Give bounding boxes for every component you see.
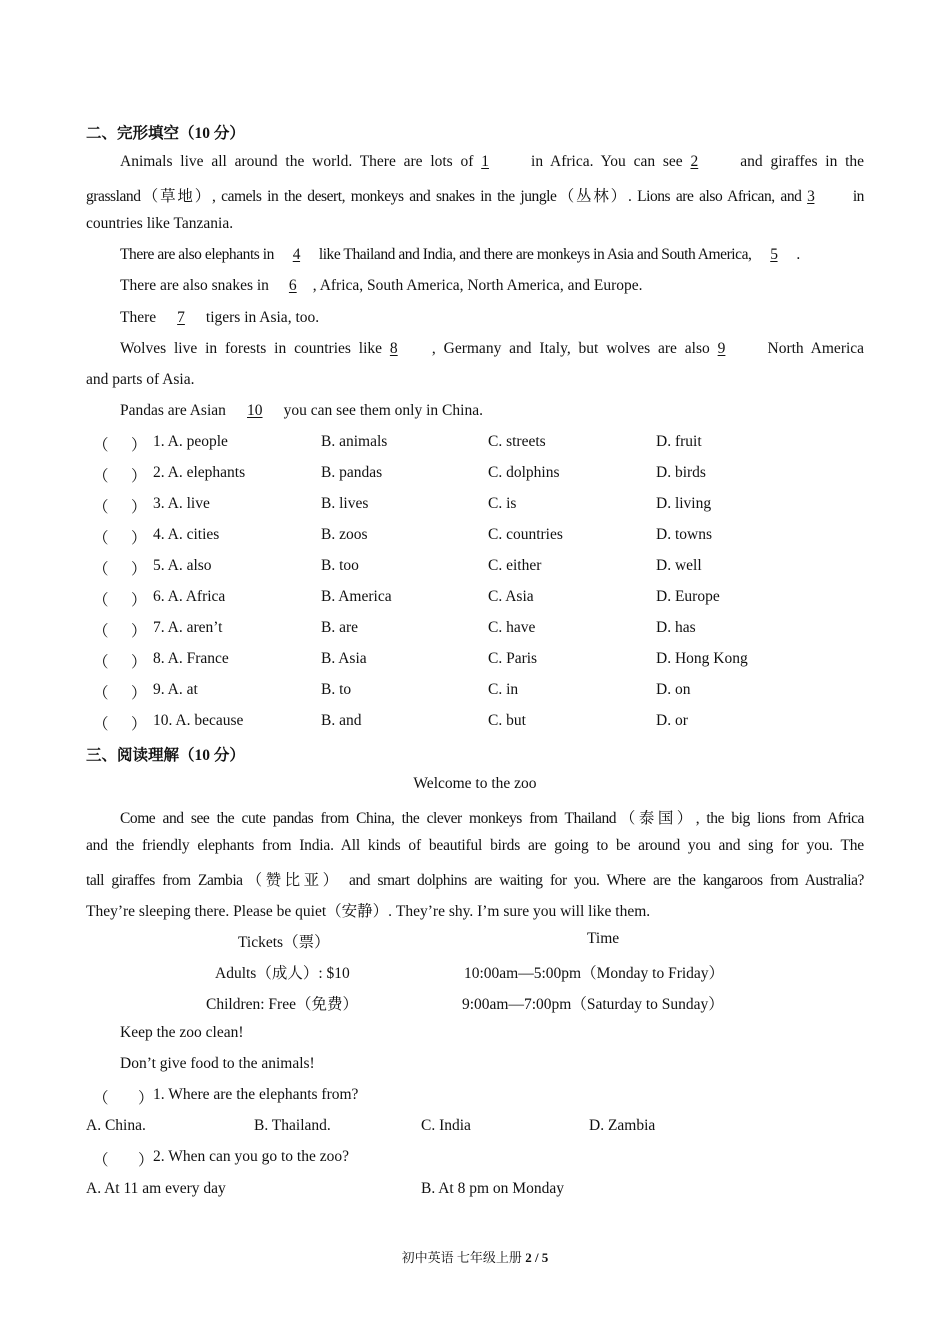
cloze-question-row	[86, 464, 886, 484]
option-b: B. At 8 pm on Monday	[421, 1180, 564, 1197]
reading-heading: 三、阅读理解（10 分）	[86, 747, 245, 764]
adults-price: Adults（成人）: $10	[215, 965, 350, 982]
option-a: 7. A. aren’t	[153, 619, 223, 636]
option-a: 2. A. elephants	[153, 464, 246, 481]
option-c: C. in	[488, 681, 519, 698]
cloze-question-row	[86, 681, 886, 701]
text: like Thailand and India, and there are monkeys in Asia and South America,	[318, 246, 752, 263]
answer-paren-open[interactable]: （	[93, 1090, 109, 1107]
answer-paren-open[interactable]: （	[93, 1152, 109, 1169]
option-d: D. Zambia	[589, 1117, 656, 1134]
answer-paren-open[interactable]: （	[93, 716, 109, 733]
blank-9: 9	[717, 340, 726, 357]
option-b: B. are	[321, 619, 359, 636]
text: you can see them only in China.	[283, 402, 483, 419]
option-d: D. has	[656, 619, 696, 636]
answer-paren-open[interactable]: （	[93, 685, 109, 702]
answer-paren-close: ）	[131, 592, 147, 609]
reading-line-3: tall giraffes from Zambia（赞比亚） and smart dolphins are waiting for you. Where are the kangaroos from Australia?	[86, 872, 864, 889]
time-header: Time	[587, 930, 620, 947]
blank-3: 3	[807, 188, 815, 205]
answer-paren-close: ）	[131, 468, 147, 485]
text: tigers in Asia, too.	[205, 309, 320, 326]
answer-paren-close: ）	[131, 623, 147, 640]
cloze-question-row	[86, 619, 886, 639]
answer-paren-open[interactable]: （	[93, 654, 109, 671]
answer-paren-close: ）	[131, 437, 147, 454]
answer-paren-close: ）	[131, 530, 147, 547]
cloze-question-row	[86, 650, 886, 670]
question-text: 2. When can you go to the zoo?	[153, 1148, 349, 1165]
cloze-p1-line1	[120, 153, 864, 171]
option-a: 3. A. live	[153, 495, 210, 512]
option-c: C. dolphins	[488, 464, 560, 481]
children-price: Children: Free（免费）	[206, 996, 358, 1013]
option-c: C. Paris	[488, 650, 538, 667]
option-a: 5. A. also	[153, 557, 212, 574]
cloze-question-row	[86, 526, 886, 546]
option-b: B. too	[321, 557, 359, 574]
reading-question-2	[86, 1148, 886, 1168]
cloze-question-row	[86, 557, 886, 577]
option-d: D. well	[656, 557, 702, 574]
option-c: C. India	[421, 1117, 471, 1134]
page-number: 2 / 5	[525, 1250, 549, 1265]
cloze-question-row	[86, 712, 886, 732]
option-d: D. fruit	[656, 433, 702, 450]
option-b: B. pandas	[321, 464, 383, 481]
answer-paren-close: ）	[131, 654, 147, 671]
option-a: 4. A. cities	[153, 526, 220, 543]
option-a: A. At 11 am every day	[86, 1180, 226, 1197]
option-d: D. towns	[656, 526, 712, 543]
option-a: 8. A. France	[153, 650, 229, 667]
option-c: C. Asia	[488, 588, 534, 605]
tickets-header: Tickets（票）	[238, 934, 330, 951]
option-c: C. is	[488, 495, 517, 512]
option-b: B. Asia	[321, 650, 367, 667]
option-d: D. Europe	[656, 588, 720, 605]
blank-4: 4	[292, 246, 301, 263]
cloze-p6	[120, 402, 483, 420]
children-time: 9:00am—7:00pm（Saturday to Sunday）	[462, 996, 724, 1013]
question-text: 1. Where are the elephants from?	[153, 1086, 359, 1103]
reading-q2-options	[86, 1180, 886, 1200]
footer-subject: 初中英语 七年级上册	[401, 1250, 522, 1265]
cloze-p3	[120, 277, 643, 295]
option-b: B. zoos	[321, 526, 368, 543]
answer-paren-close: ）	[138, 1152, 154, 1169]
option-a: 10. A. because	[153, 712, 244, 729]
answer-paren-open[interactable]: （	[93, 499, 109, 516]
option-c: C. streets	[488, 433, 546, 450]
text: There	[120, 309, 157, 326]
answer-paren-open[interactable]: （	[93, 623, 109, 640]
blank-1: 1	[481, 153, 489, 170]
option-b: B. animals	[321, 433, 388, 450]
reading-line-4: They’re sleeping there. Please be quiet（安静）. They’re shy. I’m sure you will like them.	[86, 903, 651, 920]
page-footer	[0, 1247, 950, 1266]
option-c: C. countries	[488, 526, 563, 543]
answer-paren-open[interactable]: （	[93, 592, 109, 609]
text: , Germany and Italy, but wolves are also	[431, 340, 710, 357]
text: There are also snakes in	[120, 277, 269, 294]
blank-7: 7	[177, 309, 185, 326]
reading-q1-options	[86, 1117, 886, 1137]
text: Animals live all around the world. There are lots of	[120, 153, 474, 170]
reading-title: Welcome to the zoo	[413, 775, 537, 792]
text: .	[796, 246, 800, 263]
option-b: B. America	[321, 588, 392, 605]
adults-time: 10:00am—5:00pm（Monday to Friday）	[464, 965, 725, 982]
option-b: B. lives	[321, 495, 369, 512]
text: grassland（草地）, camels in the desert, monkeys and snakes in the jungle（丛林）. Lions are also African, and	[86, 188, 802, 205]
cloze-p5-line2: and parts of Asia.	[86, 371, 195, 388]
option-d: D. living	[656, 495, 712, 512]
cloze-p4	[120, 309, 319, 327]
text: in	[852, 188, 864, 205]
option-c: C. but	[488, 712, 526, 729]
blank-2: 2	[690, 153, 699, 170]
option-b: B. Thailand.	[254, 1117, 331, 1134]
cloze-question-row	[86, 495, 886, 515]
option-c: C. have	[488, 619, 536, 636]
option-d: D. on	[656, 681, 691, 698]
option-b: B. to	[321, 681, 352, 698]
option-d: D. birds	[656, 464, 706, 481]
answer-paren-open[interactable]: （	[93, 530, 109, 547]
blank-6: 6	[288, 277, 297, 294]
answer-paren-close: ）	[138, 1090, 154, 1107]
option-b: B. and	[321, 712, 362, 729]
text: There are also elephants in	[120, 246, 274, 263]
text: Pandas are Asian	[120, 402, 226, 419]
reading-line-1: Come and see the cute pandas from China, the clever monkeys from Thailand（泰国）, the big lions from Africa	[120, 810, 864, 827]
cloze-heading: 二、完形填空（10 分）	[86, 125, 245, 142]
option-d: D. or	[656, 712, 688, 729]
reading-line-2: and the friendly elephants from India. All kinds of beautiful birds are going to be around you and sing for you. The	[86, 837, 864, 854]
text: in Africa. You can see	[531, 153, 683, 170]
cloze-p1-line3: countries like Tanzania.	[86, 215, 234, 232]
answer-paren-open[interactable]: （	[93, 437, 109, 454]
answer-paren-open[interactable]: （	[93, 561, 109, 578]
option-a: 1. A. people	[153, 433, 228, 450]
cloze-question-row	[86, 588, 886, 608]
blank-8: 8	[389, 340, 398, 357]
option-d: D. Hong Kong	[656, 650, 748, 667]
option-a: 9. A. at	[153, 681, 198, 698]
text: and giraffes in the	[740, 153, 865, 170]
text: Wolves live in forests in countries like	[120, 340, 383, 357]
answer-paren-close: ）	[131, 561, 147, 578]
reading-question-1	[86, 1086, 886, 1106]
blank-5: 5	[770, 246, 778, 263]
option-a: A. China.	[86, 1117, 146, 1134]
text: , Africa, South America, North America, and Europe.	[312, 277, 643, 294]
option-c: C. either	[488, 557, 542, 574]
answer-paren-close: ）	[131, 685, 147, 702]
text: North America	[767, 340, 865, 357]
option-a: 6. A. Africa	[153, 588, 226, 605]
cloze-p5-line1	[120, 340, 864, 358]
cloze-question-row	[86, 433, 886, 453]
blank-10: 10	[247, 402, 263, 419]
answer-paren-close: ）	[131, 499, 147, 516]
zoo-rule-2: Don’t give food to the animals!	[120, 1055, 315, 1072]
answer-paren-open[interactable]: （	[93, 468, 109, 485]
zoo-rule-1: Keep the zoo clean!	[120, 1024, 244, 1041]
answer-paren-close: ）	[131, 716, 147, 733]
cloze-p2	[120, 246, 800, 264]
cloze-p1-line2	[86, 184, 864, 206]
